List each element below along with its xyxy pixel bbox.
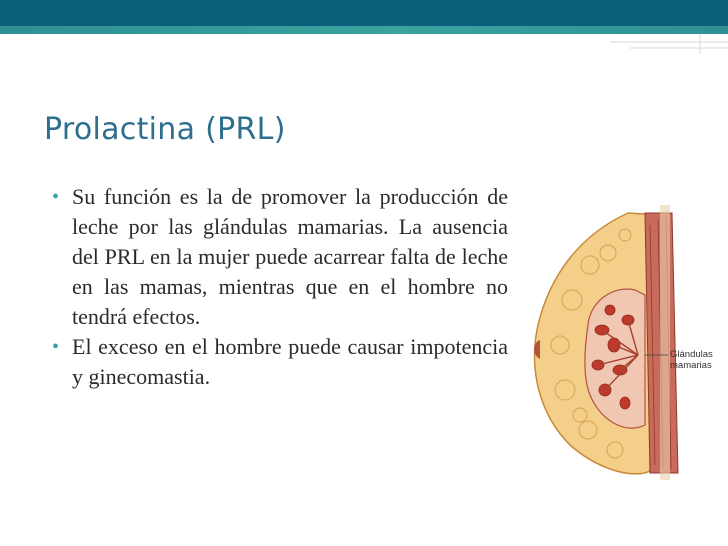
bullet-item xyxy=(52,332,508,392)
bullet-item xyxy=(52,182,508,332)
gland-label xyxy=(670,349,713,371)
gland-label-line2: mamarias xyxy=(670,360,712,371)
bullet-text: Su función es la de promover la producción de leche por las glándulas mamarias. La ausencia del PRL en la mujer puede acarrear falta de leche en las mamas, mientras que en el hombre no tendrá efectos. xyxy=(72,184,508,329)
bullet-icon: • xyxy=(52,186,60,208)
slide-title: Prolactina (PRL) xyxy=(44,112,286,147)
mammary-gland-illustration xyxy=(510,205,725,480)
bullet-list xyxy=(52,182,508,392)
top-bar xyxy=(0,0,728,26)
bullet-icon: • xyxy=(52,336,60,358)
corner-decoration xyxy=(610,30,728,54)
gland-label-line1: Glándulas xyxy=(670,349,713,360)
bullet-text: El exceso en el hombre puede causar impotencia y ginecomastia. xyxy=(72,334,508,389)
